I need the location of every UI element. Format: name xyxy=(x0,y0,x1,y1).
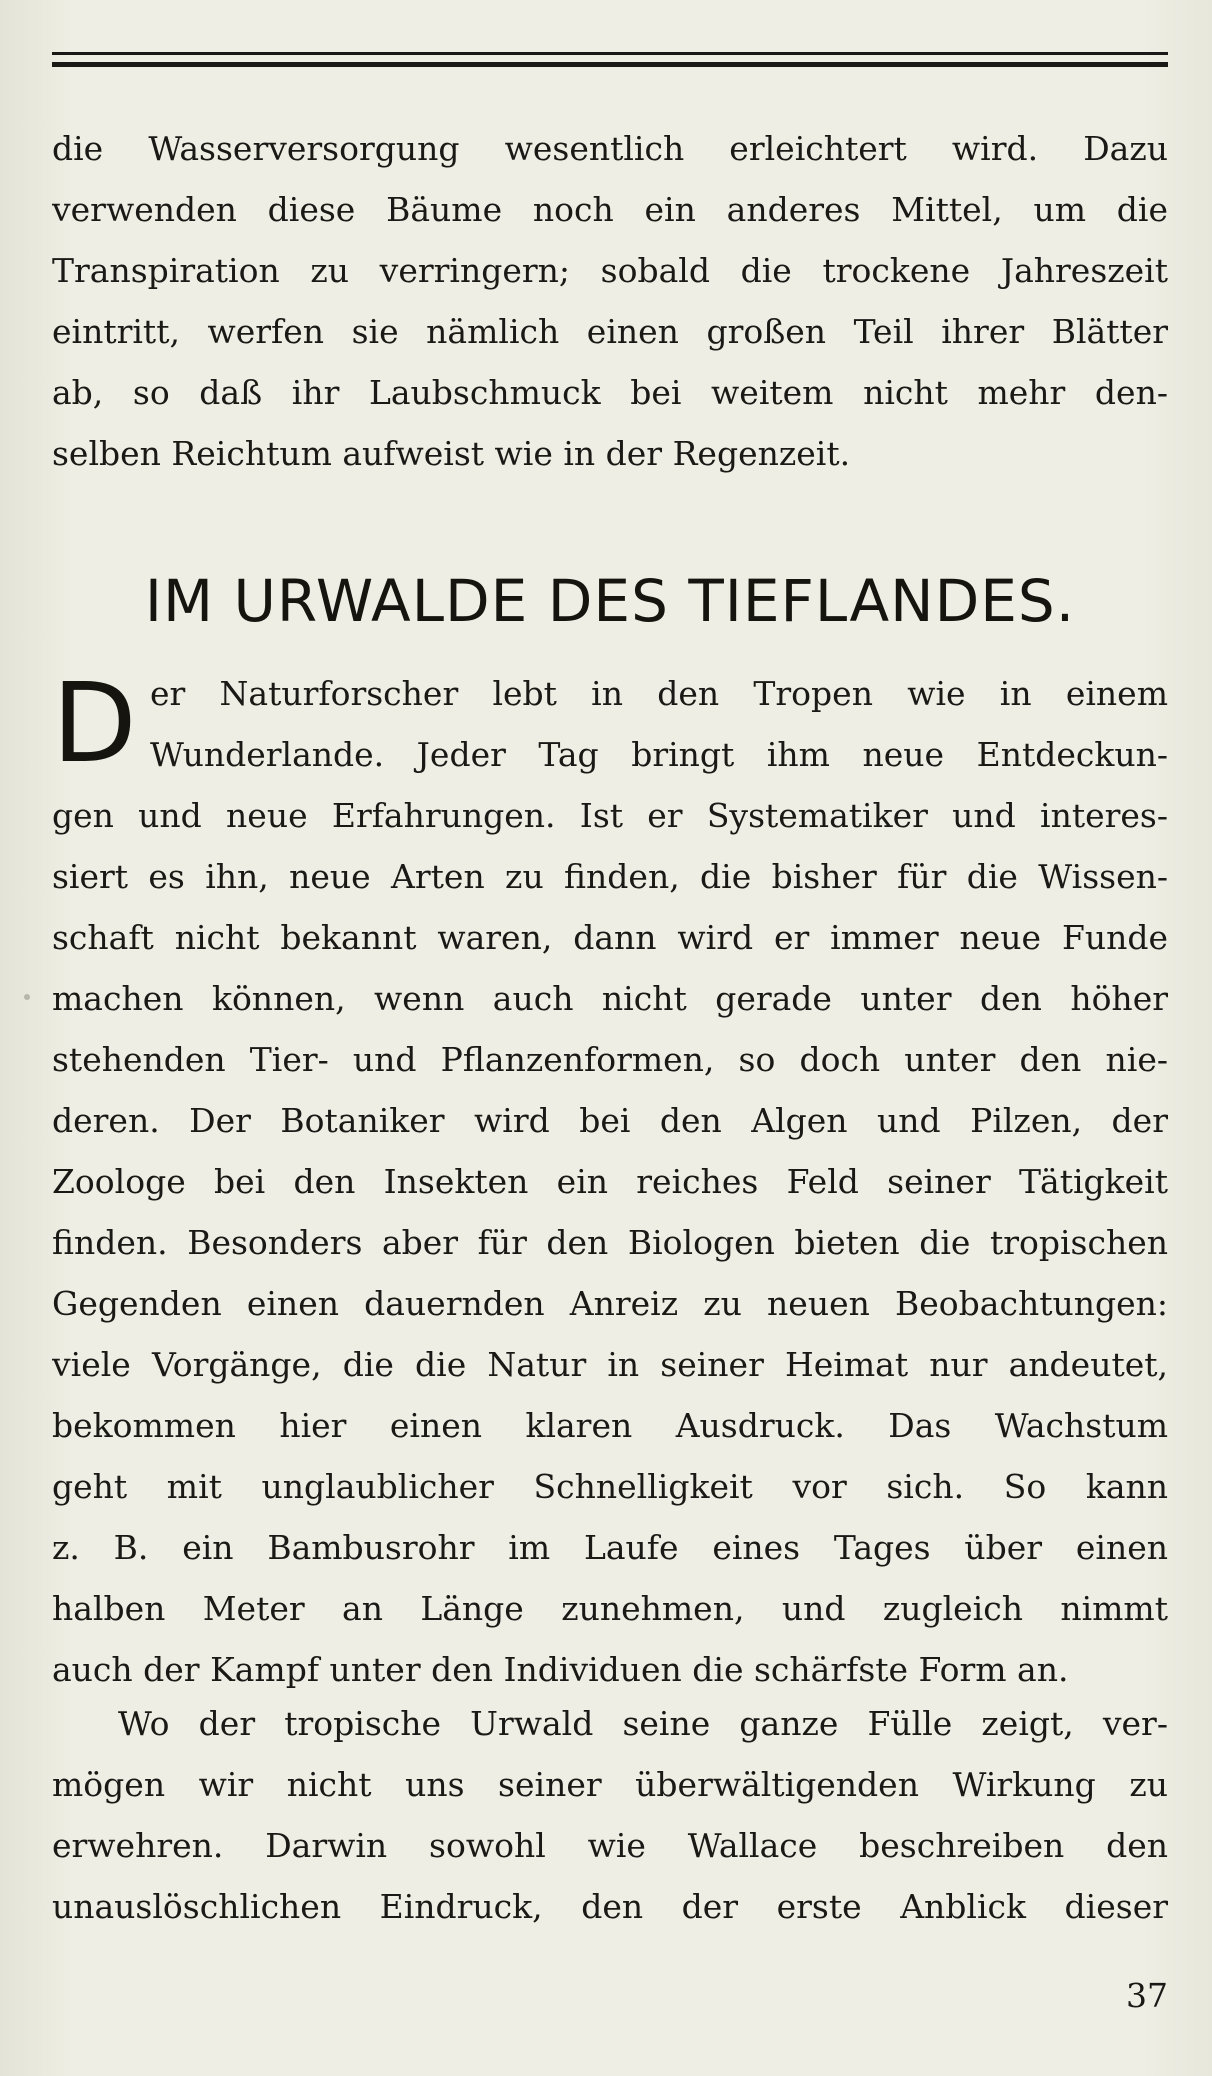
margin-speck xyxy=(24,994,30,1000)
text-line: stehenden Tier- und Pflanzenformen, so doch unter den nie- xyxy=(52,1040,1168,1079)
text-line: erwehren. Darwin sowohl wie Wallace beschreiben den xyxy=(52,1826,1168,1865)
page-number: 37 xyxy=(1126,1976,1168,2015)
text-line: ab, so daß ihr Laubschmuck bei weitem nicht mehr den- xyxy=(52,373,1168,412)
text-line: gen und neue Erfahrungen. Ist er Systematiker und interes- xyxy=(52,796,1168,835)
section-heading: IM URWALDE DES TIEFLANDES. xyxy=(144,567,1076,635)
header-rule-thin xyxy=(52,52,1168,55)
text-line: Zoologe bei den Insekten ein reiches Feld seiner Tätigkeit xyxy=(52,1162,1168,1201)
drop-cap: D xyxy=(52,659,137,787)
text-line: geht mit unglaublicher Schnelligkeit vor sich. So kann xyxy=(52,1467,1168,1506)
text-line: Gegenden einen dauernden Anreiz zu neuen Beobachtungen: xyxy=(52,1284,1168,1323)
text-line: er Naturforscher lebt in den Tropen wie in einem xyxy=(150,674,1168,713)
text-line: halben Meter an Länge zunehmen, und zugleich nimmt xyxy=(52,1589,1168,1628)
text-line: Wo der tropische Urwald seine ganze Fülle zeigt, ver- xyxy=(118,1704,1168,1743)
text-line: bekommen hier einen klaren Ausdruck. Das Wachstum xyxy=(52,1406,1168,1445)
text-line: siert es ihn, neue Arten zu finden, die bisher für die Wissen- xyxy=(52,857,1168,896)
paragraph-next xyxy=(52,1693,1168,1937)
text-line: selben Reichtum aufweist wie in der Regenzeit. xyxy=(52,434,851,473)
text-line: z. B. ein Bambusrohr im Laufe eines Tages über einen xyxy=(52,1528,1168,1567)
text-line: schaft nicht bekannt waren, dann wird er immer neue Funde xyxy=(52,918,1168,957)
text-line: machen können, wenn auch nicht gerade unter den höher xyxy=(52,979,1168,1018)
text-line: die Wasserversorgung wesentlich erleichtert wird. Dazu xyxy=(52,129,1168,168)
header-rule-thick xyxy=(52,62,1168,67)
text-line: verwenden diese Bäume noch ein anderes Mittel, um die xyxy=(52,190,1168,229)
text-line: Wunderlande. Jeder Tag bringt ihm neue Entdeckun- xyxy=(150,735,1168,774)
text-line: mögen wir nicht uns seiner überwältigenden Wirkung zu xyxy=(52,1765,1168,1804)
text-line: eintritt, werfen sie nämlich einen großen Teil ihrer Blätter xyxy=(52,312,1168,351)
paragraph-opening xyxy=(52,659,1168,1700)
text-line: finden. Besonders aber für den Biologen bieten die tropischen xyxy=(52,1223,1168,1262)
text-line: deren. Der Botaniker wird bei den Algen und Pilzen, der xyxy=(52,1101,1168,1140)
text-line: Transpiration zu verringern; sobald die trockene Jahreszeit xyxy=(52,251,1168,290)
paragraph-continued xyxy=(52,118,1168,484)
text-line: unauslöschlichen Eindruck, den der erste Anblick dieser xyxy=(52,1887,1168,1926)
text-line: viele Vorgänge, die die Natur in seiner Heimat nur andeutet, xyxy=(52,1345,1168,1384)
text-line: auch der Kampf unter den Individuen die schärfste Form an. xyxy=(52,1650,1069,1689)
